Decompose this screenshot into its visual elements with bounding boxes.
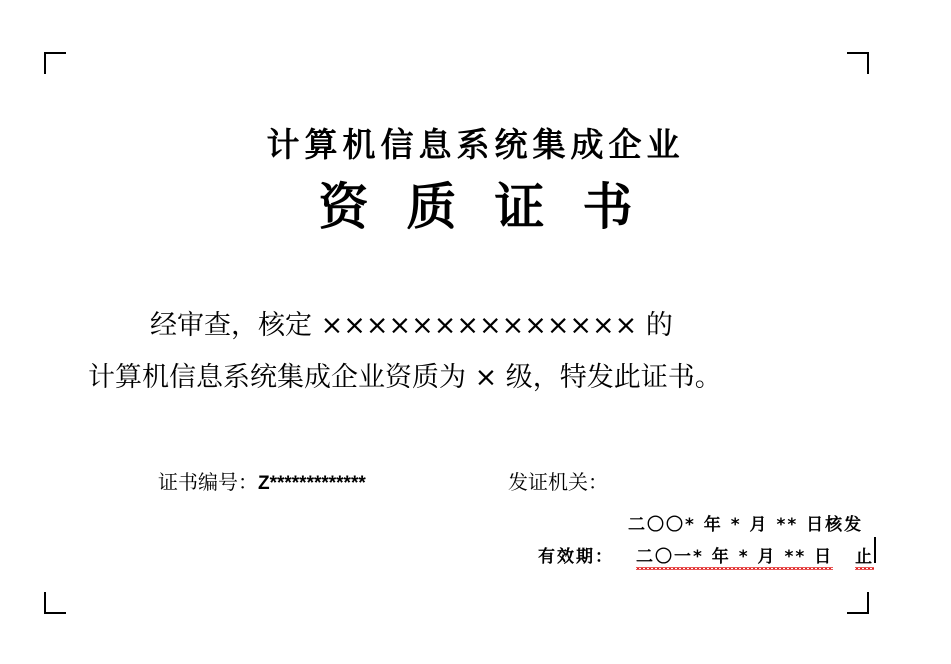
validity-value: 二〇一* 年 * 月 ** 日	[636, 542, 833, 567]
issuing-authority-label: 发证机关：	[508, 470, 608, 494]
issue-date-text: 二〇〇* 年 * 月 ** 日核发	[628, 515, 864, 535]
certificate-number-row	[158, 466, 366, 495]
certificate-body	[88, 300, 868, 404]
crop-mark-top-left-icon	[44, 52, 66, 74]
crop-mark-bottom-left-icon	[44, 592, 66, 614]
crop-mark-top-right-icon	[847, 52, 869, 74]
crop-mark-bottom-right-icon	[847, 592, 869, 614]
text-cursor	[874, 537, 876, 563]
body-paragraph-1: 经审查，核定 ×××××××××××××× 的	[150, 310, 673, 341]
validity-row	[538, 542, 874, 567]
validity-suffix: 止	[855, 542, 874, 567]
certificate-number-value: Z*************	[258, 473, 366, 494]
certificate-title-line-1: 计算机信息系统集成企业	[266, 125, 685, 164]
validity-label: 有效期：	[538, 547, 614, 567]
certificate-title-line-2: 资质证书	[318, 178, 671, 236]
body-paragraph-2: 计算机信息系统集成企业资质为 × 级，特发此证书。	[88, 362, 722, 393]
certificate-number-label: 证书编号：	[158, 470, 258, 494]
